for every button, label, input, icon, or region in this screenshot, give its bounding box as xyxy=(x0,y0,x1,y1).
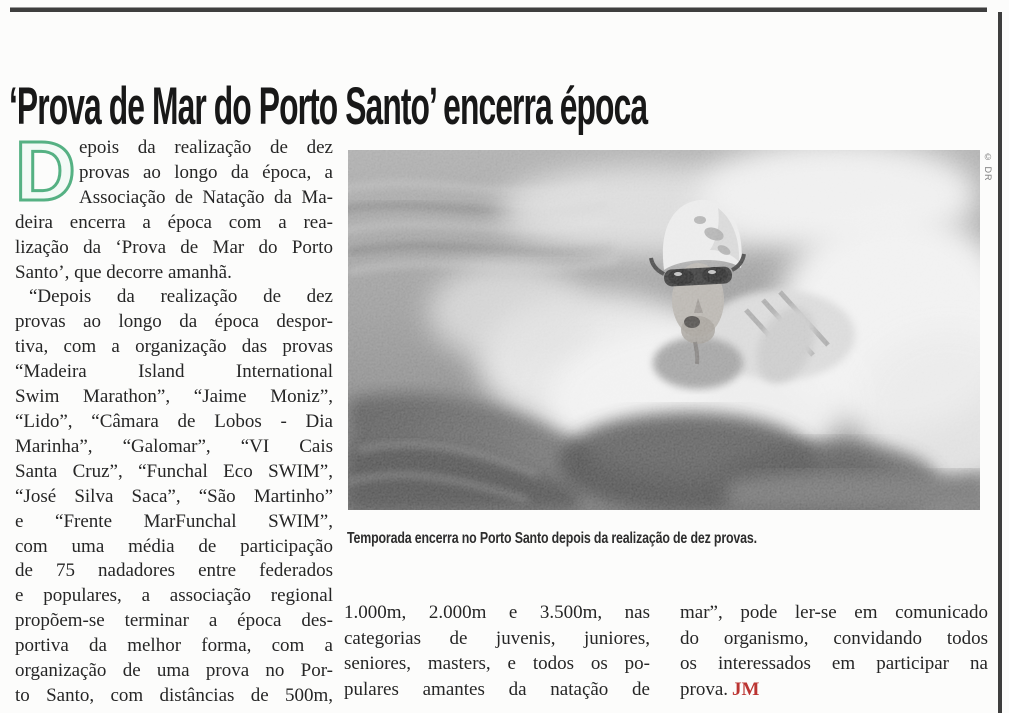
article-column-1 xyxy=(15,124,333,709)
text-line: pulares amantes da natação de xyxy=(344,678,650,700)
byline-initials: JM xyxy=(732,678,760,700)
text-line: categorias de juvenis, juniores, xyxy=(344,627,650,649)
right-column-rule xyxy=(998,12,1002,713)
text-line: provas ao longo da época despor- xyxy=(15,311,333,333)
text-line: e populares, a associação regional xyxy=(15,585,333,607)
text-line: prova. JM xyxy=(680,678,760,700)
text-line: propõem-se terminar a época des- xyxy=(15,610,333,632)
text-line: Santa Cruz”, “Funchal Eco SWIM”, xyxy=(15,460,333,482)
text-line: mar”, pode ler-se em comunicado xyxy=(680,602,988,623)
article-headline: ‘Prova de Mar do Porto Santo’ encerra época xyxy=(9,76,648,136)
photo-credit: © DR xyxy=(983,152,993,182)
text-line: lização da ‘Prova de Mar do Porto xyxy=(15,236,333,258)
text-line: de 75 nadadores entre federados xyxy=(15,560,333,582)
text-line: portiva da melhor forma, com a xyxy=(15,635,333,657)
text-line: organização de uma prova no Por- xyxy=(15,660,333,682)
text-line: com uma média de participação xyxy=(15,535,333,557)
photo-grain-overlay xyxy=(348,150,980,510)
text-line: 1.000m, 2.000m e 3.500m, nas xyxy=(344,602,650,623)
drop-cap-letter: D xyxy=(15,124,76,218)
text-line: Swim Marathon”, “Jaime Moniz”, xyxy=(15,386,333,408)
text-line: Santo’, que decorre amanhã. xyxy=(15,261,232,283)
article-photo-swimmer xyxy=(348,150,980,510)
text-line: deira encerra a época com a rea- xyxy=(15,211,333,233)
text-line: to Santo, com distâncias de 500m, xyxy=(15,684,333,706)
text-line: “Madeira Island International xyxy=(15,361,333,383)
text-line: provas ao longo da época, a xyxy=(79,161,333,183)
text-line: epois da realização de dez xyxy=(79,137,333,158)
text-line: do organismo, convidando todos xyxy=(680,627,988,649)
article-column-2 xyxy=(344,600,650,702)
text-line: “Lido”, “Câmara de Lobos - Dia xyxy=(15,410,333,432)
text-line: Associação de Natação da Ma- xyxy=(79,186,333,208)
text-line: “José Silva Saca”, “São Martinho” xyxy=(15,485,333,507)
top-divider-rule xyxy=(10,8,987,12)
text-line: tiva, com a organização das provas xyxy=(15,336,333,358)
photo-caption: Temporada encerra no Porto Santo depois da realização de dez provas. xyxy=(347,530,757,547)
text-line: Marinha”, “Galomar”, “VI Cais xyxy=(15,435,333,457)
text-line: e “Frente MarFunchal SWIM”, xyxy=(15,510,333,532)
text-line: “Depois da realização de dez xyxy=(29,286,333,308)
text-line: seniores, masters, e todos os po- xyxy=(344,653,650,675)
article-column-3 xyxy=(680,600,988,702)
text-line: os interessados em participar na xyxy=(680,653,988,675)
